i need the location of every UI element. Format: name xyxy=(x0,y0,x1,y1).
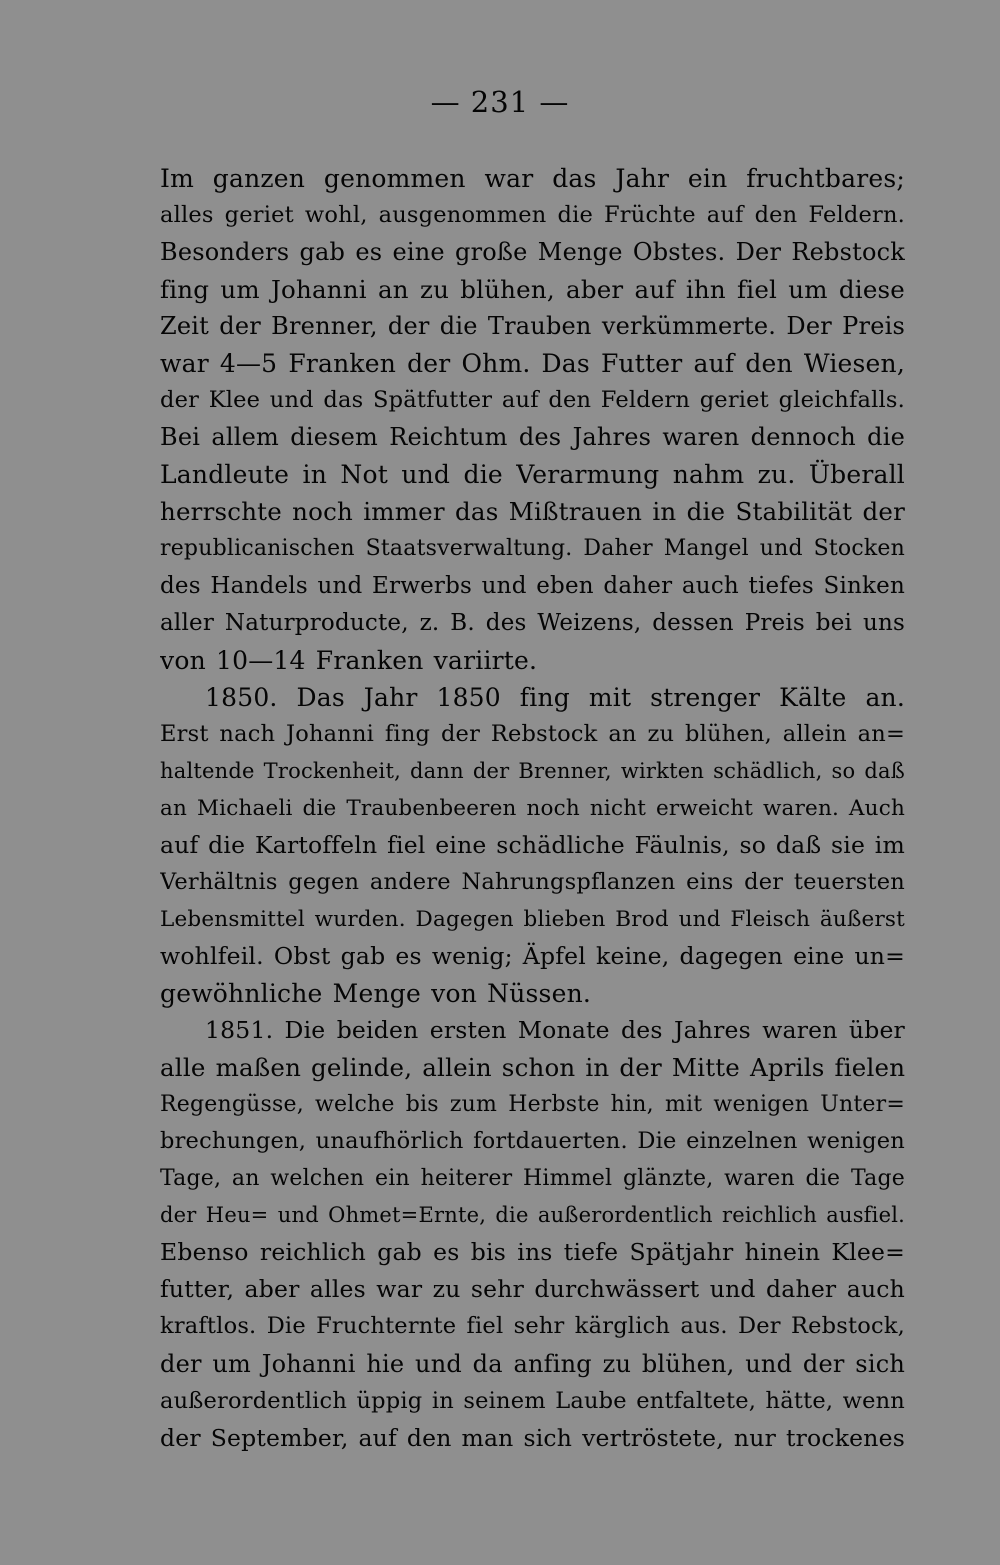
text-line: der September, auf den man sich vertröstete, nur trockenes xyxy=(160,1423,905,1452)
text-line: 1851. Die beiden ersten Monate des Jahres waren über xyxy=(205,1016,905,1045)
text-line: war 4—5 Franken der Ohm. Das Futter auf den Wiesen, xyxy=(160,349,905,379)
text-line: republicanischen Staatsverwaltung. Daher Mangel und Stocken xyxy=(160,536,905,562)
text-line: Bei allem diesem Reichtum des Jahres waren dennoch die xyxy=(160,423,905,452)
text-line: Tage, an welchen ein heiterer Himmel glänzte, waren die Tage xyxy=(160,1166,905,1192)
text-line: alles geriet wohl, ausgenommen die Früchte auf den Feldern. xyxy=(160,202,905,229)
text-line: Landleute in Not und die Verarmung nahm zu. Überall xyxy=(160,460,905,490)
text-line: an Michaeli die Traubenbeeren noch nicht erweicht waren. Auch xyxy=(160,795,905,821)
text-line: haltende Trockenheit, dann der Brenner, wirkten schädlich, so daß xyxy=(160,758,905,783)
text-line: fing um Johanni an zu blühen, aber auf ihn fiel um diese xyxy=(160,275,905,305)
text-line: Lebensmittel wurden. Dagegen blieben Brod und Fleisch äußerst xyxy=(160,906,905,932)
text-line: aller Naturproducte, z. B. des Weizens, dessen Preis bei uns xyxy=(160,609,905,636)
text-line: Zeit der Brenner, der die Trauben verkümmerte. Der Preis xyxy=(160,312,905,341)
text-line: futter, aber alles war zu sehr durchwässert und daher auch xyxy=(160,1275,905,1304)
text-line: Besonders gab es eine große Menge Obstes. Der Rebstock xyxy=(160,238,905,267)
text-line: 1850. Das Jahr 1850 fing mit strenger Kälte an. xyxy=(205,682,905,712)
text-line: außerordentlich üppig in seinem Laube entfaltete, hätte, wenn xyxy=(160,1387,905,1414)
text-line: Regengüsse, welche bis zum Herbste hin, mit wenigen Unter= xyxy=(160,1092,905,1118)
text-line: alle maßen gelinde, allein schon in der Mitte Aprils fielen xyxy=(160,1053,905,1083)
text-line: auf die Kartoffeln fiel eine schädliche Fäulnis, so daß sie im xyxy=(160,830,905,859)
text-line: Erst nach Johanni fing der Rebstock an zu blühen, allein an= xyxy=(160,720,905,747)
text-line: gewöhnliche Menge von Nüssen. xyxy=(160,979,592,1009)
text-line: der Klee und das Spätfutter auf den Feldern geriet gleichfalls. xyxy=(160,387,905,414)
text-line: der um Johanni hie und da anfing zu blühen, und der sich xyxy=(160,1349,905,1378)
text-line: von 10—14 Franken variirte. xyxy=(160,645,538,675)
text-line: herrschte noch immer das Mißtrauen in die Stabilität der xyxy=(160,497,905,527)
text-line: Ebenso reichlich gab es bis ins tiefe Spätjahr hinein Klee= xyxy=(160,1238,905,1267)
text-line: der Heu= und Ohmet=Ernte, die außerordentlich reichlich ausfiel. xyxy=(160,1203,905,1228)
text-line: brechungen, unaufhörlich fortdauerten. Die einzelnen wenigen xyxy=(160,1128,905,1155)
text-line: Im ganzen genommen war das Jahr ein fruchtbares; xyxy=(160,164,905,193)
text-line: kraftlos. Die Fruchternte fiel sehr kärglich aus. Der Rebstock, xyxy=(160,1313,905,1340)
body-text xyxy=(160,160,905,1457)
text-line: Verhältnis gegen andere Nahrungspflanzen eins der teuersten xyxy=(160,868,905,895)
text-line: wohlfeil. Obst gab es wenig; Äpfel keine, dagegen eine un= xyxy=(160,941,905,970)
text-line: des Handels und Erwerbs und eben daher auch tiefes Sinken xyxy=(160,572,905,599)
page-number: — 231 — xyxy=(430,85,570,119)
